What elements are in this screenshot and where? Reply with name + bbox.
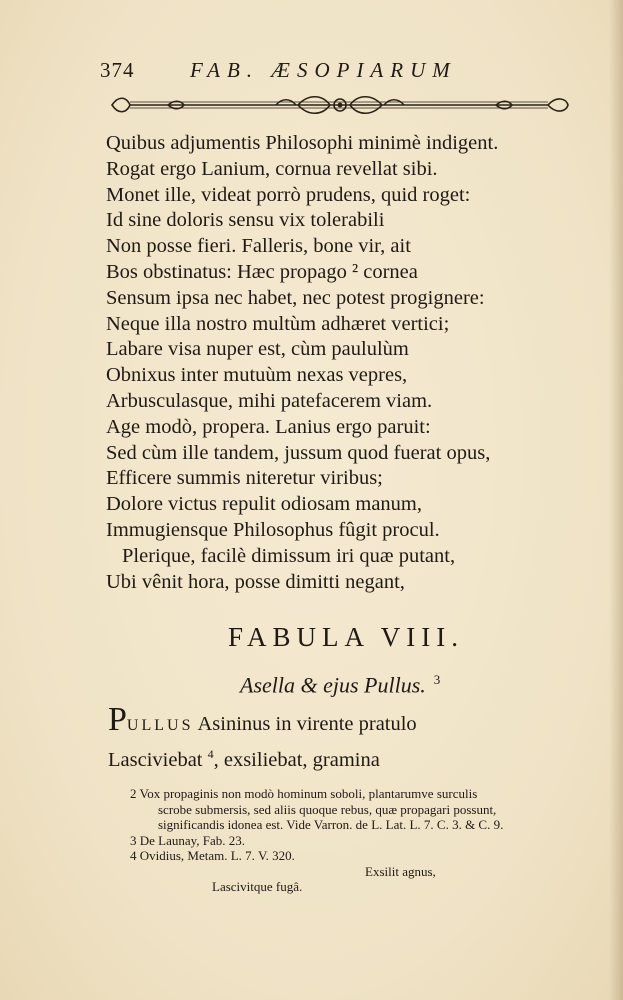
fable-title: FABULA VIII. — [228, 622, 465, 652]
verse-line: Id sine doloris sensu vix tolerabili — [106, 209, 385, 232]
verse-line: Sensum ipsa nec habet, nec potest progignere: — [106, 286, 485, 309]
verse-line: Labare visa nuper est, cùm paululùm — [106, 338, 409, 361]
page-header — [100, 58, 530, 86]
verse-line: Age modò, propera. Lanius ergo paruit: — [106, 415, 431, 438]
verse-line: Quibus adjumentis Philosophi minimè indigent. — [106, 132, 499, 154]
footnote-line: scrobe submersis, sed aliis quoque rebus, quæ propagari possunt, — [158, 801, 497, 817]
verse-line: Rogat ergo Lanium, cornua revellat sibi. — [106, 157, 438, 180]
fable-line-text: , exsiliebat, gramina — [213, 748, 380, 771]
footnote-line: 3 De Launay, Fab. 23. — [130, 832, 246, 848]
page-number: 374 — [100, 58, 135, 82]
ornamental-rule — [108, 92, 572, 118]
fable-line — [108, 740, 568, 774]
verse-line: Immugiensque Philosophus fûgit procul. — [106, 518, 440, 541]
footnote-quote: Exsilit agnus, — [365, 863, 436, 879]
fable-line — [108, 701, 568, 740]
page-edge-shadow — [609, 0, 623, 1000]
footnote-marker: 3 — [433, 672, 441, 687]
verse-line: Neque illa nostro multùm adhæret vertici; — [106, 312, 450, 335]
verse-line: Bos obstinatus: Hæc propago ² cornea — [106, 260, 418, 283]
small-caps-word: ULLUS — [126, 717, 194, 734]
fable-line-text: Asininus in virente pratulo — [193, 713, 417, 735]
verse-line: Efficere summis niteretur viribus; — [106, 467, 383, 490]
verse-block — [106, 131, 566, 595]
fable-subtitle-text: Asella & ejus Pullus. — [240, 672, 426, 698]
footnote-line: 2 Vox propaginis non modò hominum soboli, plantarumve surculis — [130, 786, 478, 801]
footnote-quote: Lascivitque fugâ. — [212, 879, 303, 894]
drop-cap: P — [108, 701, 127, 738]
verse-line: Monet ille, videat porrò prudens, quid roget: — [106, 183, 471, 206]
fable-line-text: Lasciviebat — [108, 748, 208, 771]
fable-body — [108, 701, 568, 774]
verse-line: Ubi vênit hora, posse dimitti negant, — [106, 570, 405, 593]
fable-subtitle — [240, 672, 440, 698]
verse-line: Dolore victus repulit odiosam manum, — [106, 493, 422, 516]
running-head: FAB. ÆSOPIARUM — [190, 58, 457, 82]
verse-line: Plerique, facilè dimissum iri quæ putant, — [122, 544, 456, 567]
footnotes — [130, 786, 610, 895]
footnote-line: 4 Ovidius, Metam. L. 7. V. 320. — [130, 848, 295, 863]
verse-line: Sed cùm ille tandem, jussum quod fuerat opus, — [106, 441, 491, 464]
verse-line: Obnixus inter mutuùm nexas vepres, — [106, 364, 408, 387]
verse-line: Arbusculasque, mihi patefacerem viam. — [106, 389, 433, 412]
verse-line: Non posse fieri. Falleris, bone vir, ait — [106, 235, 411, 258]
footnote-marker: 4 — [207, 747, 214, 761]
footnote-line: significandis idonea est. Vide Varron. de L. Lat. L. 7. C. 3. & C. 9. — [158, 817, 504, 832]
